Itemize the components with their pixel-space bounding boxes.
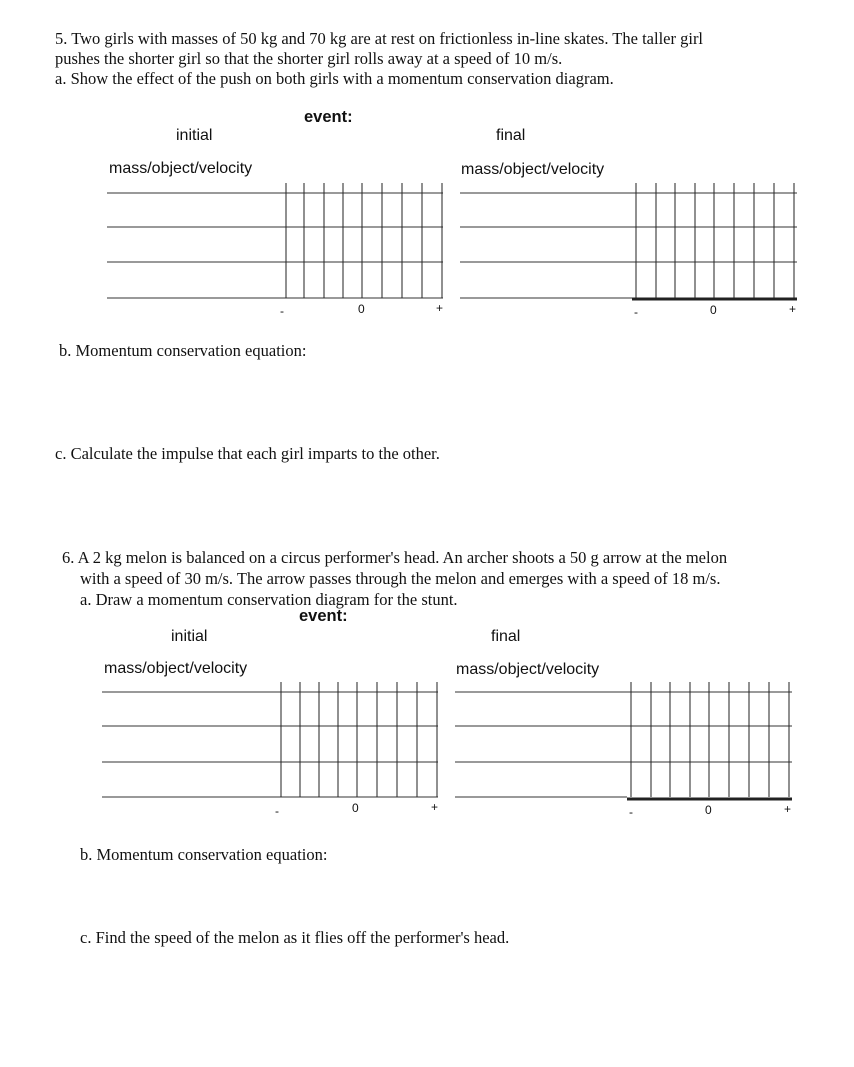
q6-initial-tick-plus: +	[431, 800, 439, 814]
q6-final-mov-header: mass/object/velocity	[456, 661, 600, 678]
q6-final-tick-plus: +	[784, 802, 792, 816]
q5-initial-tick-zero: 0	[358, 302, 365, 316]
q5-final-tick-plus: +	[789, 302, 797, 316]
q6-part-c: c. Find the speed of the melon as it flies off the performer's head.	[80, 928, 510, 947]
q6-initial-tick-zero: 0	[352, 801, 359, 815]
velocity-grid	[281, 682, 437, 797]
q5-initial-mov-header: mass/object/velocity	[109, 160, 253, 177]
q6-part-b: b. Momentum conservation equation:	[80, 845, 328, 864]
q5-part-c: c. Calculate the impulse that each girl imparts to the other.	[55, 444, 440, 463]
q6-text-line1: 6. A 2 kg melon is balanced on a circus performer's head. An archer shoots a 50 g arrow at the melon	[62, 548, 728, 567]
q6-final-tick-zero: 0	[705, 803, 712, 817]
q6-initial-diagram	[102, 682, 438, 797]
q5-final-mov-header: mass/object/velocity	[461, 161, 605, 178]
q5-text-line1: 5. Two girls with masses of 50 kg and 70 kg are at rest on frictionless in-line skates. The taller girl	[55, 29, 704, 48]
q5-initial-tick-minus: -	[280, 304, 284, 318]
q6-final-label: final	[491, 628, 521, 645]
q5-part-b: b. Momentum conservation equation:	[59, 341, 307, 360]
q6-initial-tick-minus: -	[275, 804, 279, 818]
q6-final-diagram	[455, 682, 792, 799]
q5-final-tick-zero: 0	[710, 303, 717, 317]
q5-part-a: a. Show the effect of the push on both girls with a momentum conservation diagram.	[55, 69, 614, 88]
q5-initial-label: initial	[176, 127, 213, 144]
q6-initial-mov-header: mass/object/velocity	[104, 660, 248, 677]
q6-part-a: a. Draw a momentum conservation diagram for the stunt.	[80, 590, 458, 609]
q6-text-line2: with a speed of 30 m/s. The arrow passes through the melon and emerges with a speed of 18 m/s.	[80, 569, 721, 588]
q5-text-line2: pushes the shorter girl so that the shorter girl rolls away at a speed of 10 m/s.	[55, 49, 563, 68]
q5-final-label: final	[496, 127, 526, 144]
velocity-grid	[631, 682, 789, 797]
q6-initial-label: initial	[171, 628, 208, 645]
q6-final-tick-minus: -	[629, 805, 633, 819]
q5-initial-tick-plus: +	[436, 301, 444, 315]
q5-event-label: event:	[304, 108, 353, 126]
q6-event-label: event:	[299, 607, 348, 625]
q5-final-tick-minus: -	[634, 305, 638, 319]
